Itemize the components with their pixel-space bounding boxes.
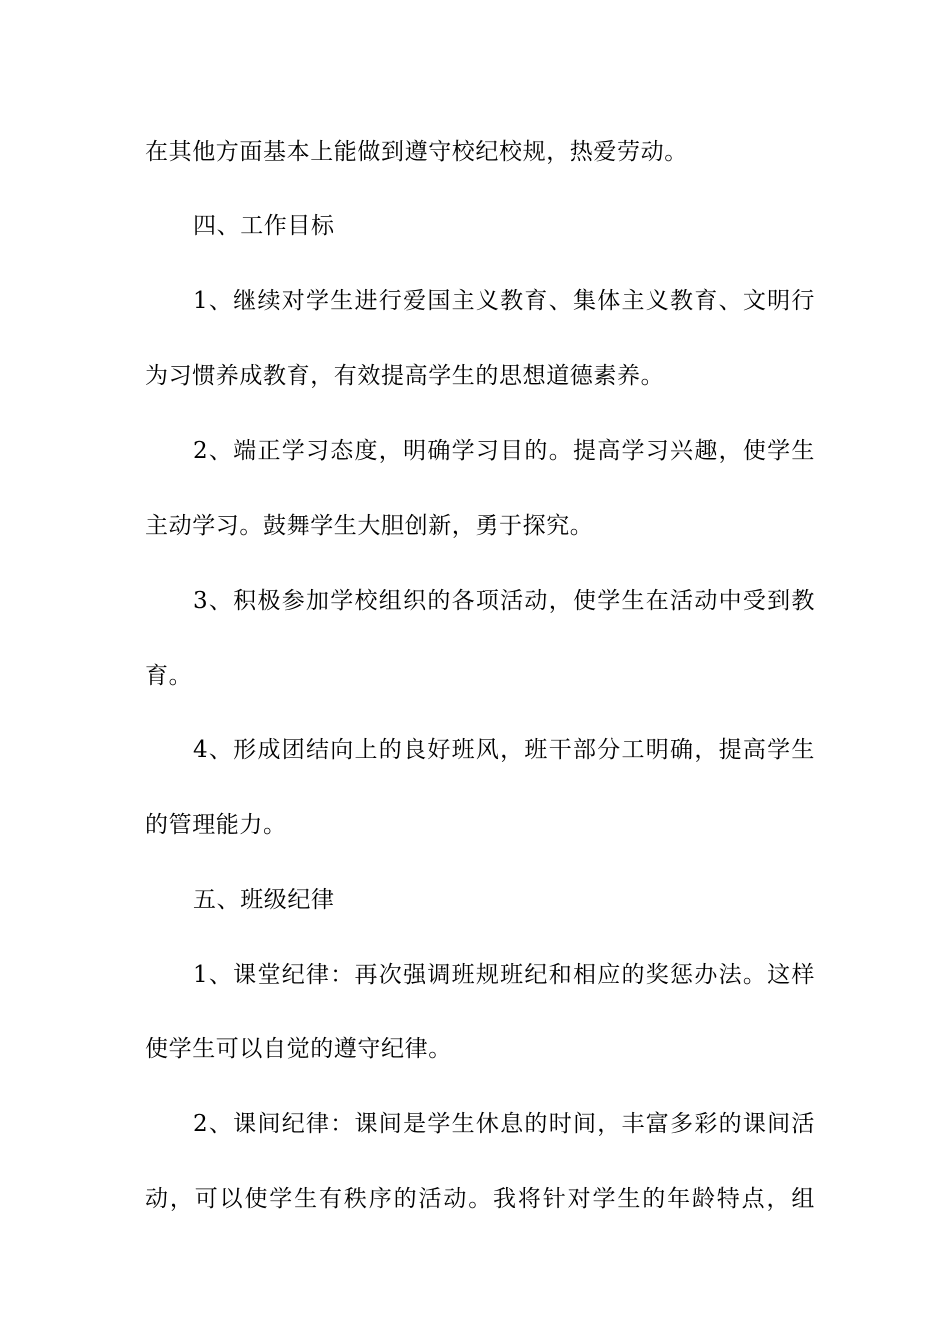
section-heading: 五、班级纪律 xyxy=(193,887,335,913)
paragraph-line: 3、积极参加学校组织的各项活动，使学生在活动中受到教 xyxy=(193,588,815,614)
section-heading: 四、工作目标 xyxy=(193,213,335,239)
paragraph-line: 2、端正学习态度，明确学习目的。提高学习兴趣，使学生 xyxy=(193,438,815,464)
paragraph-line: 在其他方面基本上能做到遵守校纪校规，热爱劳动。 xyxy=(145,139,688,165)
paragraph-line: 育。 xyxy=(145,663,193,689)
paragraph-line: 为习惯养成教育，有效提高学生的思想道德素养。 xyxy=(145,363,665,389)
paragraph-line: 主动学习。鼓舞学生大胆创新，勇于探究。 xyxy=(145,513,594,539)
paragraph-line: 动，可以使学生有秩序的活动。我将针对学生的年龄特点，组 xyxy=(145,1186,815,1212)
paragraph-line: 使学生可以自觉的遵守纪律。 xyxy=(145,1036,452,1062)
paragraph-line: 的管理能力。 xyxy=(145,812,287,838)
paragraph-line: 1、继续对学生进行爱国主义教育、集体主义教育、文明行 xyxy=(193,288,815,314)
paragraph-line: 4、形成团结向上的良好班风，班干部分工明确，提高学生 xyxy=(193,737,815,763)
paragraph-line: 2、课间纪律：课间是学生休息的时间，丰富多彩的课间活 xyxy=(193,1111,815,1137)
paragraph-line: 1、课堂纪律：再次强调班规班纪和相应的奖惩办法。这样 xyxy=(193,962,815,988)
